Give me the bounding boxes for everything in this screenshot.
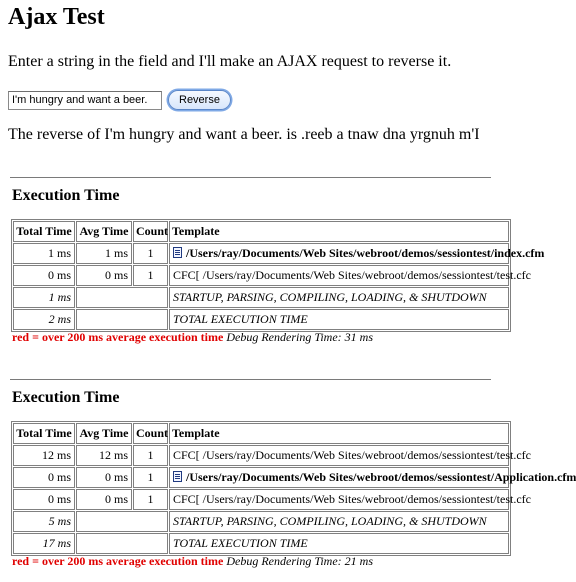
template-cell: TOTAL EXECUTION TIME (169, 309, 509, 330)
total-time-cell: 0 ms (13, 265, 75, 286)
intro-text: Enter a string in the field and I'll make an AJAX request to reverse it. (8, 53, 452, 70)
divider (10, 379, 491, 380)
reverse-form (8, 89, 231, 111)
execution-time-table (11, 219, 545, 332)
table-header-row (13, 221, 509, 242)
startup-row (13, 287, 509, 308)
count-cell: 1 (133, 445, 168, 466)
avg-time-cell: 0 ms (76, 489, 132, 510)
avg-time-cell: 1 ms (76, 243, 132, 264)
total-time-cell: 0 ms (13, 489, 75, 510)
execution-time-table (11, 421, 576, 556)
count-cell: 1 (133, 467, 168, 488)
result-text: The reverse of I'm hungry and want a beer. is .reeb a tnaw dna yrgnuh m'I (8, 126, 480, 143)
empty-cell (76, 511, 168, 532)
empty-cell (76, 287, 168, 308)
document-icon (173, 247, 182, 258)
debug-heading: Execution Time (12, 389, 120, 406)
startup-row (13, 511, 509, 532)
template-cell: STARTUP, PARSING, COMPILING, LOADING, & SHUTDOWN (169, 287, 509, 308)
template-cell (169, 243, 545, 264)
template-path: /Users/ray/Documents/Web Sites/webroot/demos/sessiontest/index.cfm (186, 246, 545, 260)
avg-time-cell: 12 ms (76, 445, 132, 466)
debug-legend (12, 554, 373, 568)
total-row (13, 533, 509, 554)
debug-legend (12, 330, 373, 344)
template-cell: TOTAL EXECUTION TIME (169, 533, 509, 554)
total-time-cell: 5 ms (13, 511, 75, 532)
total-time-cell: 0 ms (13, 467, 75, 488)
column-header: Avg Time (76, 423, 132, 444)
template-cell: STARTUP, PARSING, COMPILING, LOADING, & SHUTDOWN (169, 511, 509, 532)
table-row (13, 445, 509, 466)
column-header: Count (133, 423, 168, 444)
total-row (13, 309, 509, 330)
column-header: Template (169, 221, 509, 242)
total-time-cell: 1 ms (13, 287, 75, 308)
column-header: Avg Time (76, 221, 132, 242)
column-header: Total Time (13, 221, 75, 242)
page-title: Ajax Test (8, 4, 105, 30)
column-header: Total Time (13, 423, 75, 444)
avg-time-cell: 0 ms (76, 265, 132, 286)
total-time-cell: 17 ms (13, 533, 75, 554)
count-cell: 1 (133, 243, 168, 264)
count-cell: 1 (133, 265, 168, 286)
document-icon (173, 471, 182, 482)
column-header: Template (169, 423, 509, 444)
empty-cell (76, 533, 168, 554)
string-input[interactable] (8, 91, 162, 110)
count-cell: 1 (133, 489, 168, 510)
divider (10, 177, 491, 178)
total-time-cell: 2 ms (13, 309, 75, 330)
red-legend: red = over 200 ms average execution time (12, 554, 224, 568)
empty-cell (76, 309, 168, 330)
red-legend: red = over 200 ms average execution time (12, 330, 224, 344)
reverse-button[interactable]: Reverse (168, 90, 231, 110)
total-time-cell: 1 ms (13, 243, 75, 264)
total-time-cell: 12 ms (13, 445, 75, 466)
table-row (13, 265, 509, 286)
table-row (13, 243, 509, 264)
render-time: Debug Rendering Time: 21 ms (226, 554, 373, 568)
column-header: Count (133, 221, 168, 242)
table-header-row (13, 423, 509, 444)
debug-heading: Execution Time (12, 187, 120, 204)
template-cell: CFC[ /Users/ray/Documents/Web Sites/webroot/demos/sessiontest/test.cfc (169, 265, 509, 286)
avg-time-cell: 0 ms (76, 467, 132, 488)
template-cell: CFC[ /Users/ray/Documents/Web Sites/webroot/demos/sessiontest/test.cfc (169, 445, 509, 466)
template-cell (169, 467, 576, 488)
table-row (13, 467, 509, 488)
template-path: /Users/ray/Documents/Web Sites/webroot/demos/sessiontest/Application.cfm (186, 470, 576, 484)
table-row (13, 489, 509, 510)
render-time: Debug Rendering Time: 31 ms (226, 330, 373, 344)
template-cell: CFC[ /Users/ray/Documents/Web Sites/webroot/demos/sessiontest/test.cfc (169, 489, 509, 510)
